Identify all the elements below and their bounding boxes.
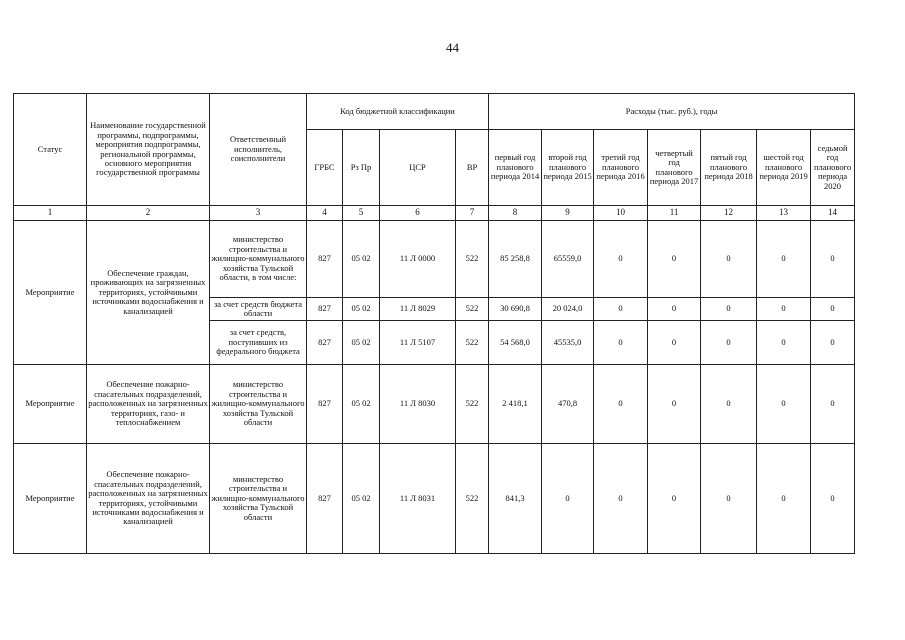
cell-rzpr: 05 02 — [343, 365, 380, 444]
table-row — [14, 365, 855, 444]
cell-value-2018: 0 — [701, 298, 757, 321]
cell-value-2018: 0 — [701, 221, 757, 298]
cell-vr: 522 — [456, 298, 489, 321]
header-vr: ВР — [456, 130, 489, 206]
column-number: 10 — [594, 206, 648, 221]
header-rzpr: Рз Пр — [343, 130, 380, 206]
table-row — [14, 221, 855, 298]
column-number: 3 — [210, 206, 307, 221]
cell-grbs: 827 — [307, 298, 343, 321]
cell-rzpr: 05 02 — [343, 444, 380, 554]
cell-grbs: 827 — [307, 444, 343, 554]
cell-vr: 522 — [456, 444, 489, 554]
column-number-row — [14, 206, 855, 221]
column-number: 13 — [757, 206, 811, 221]
cell-value-2020: 0 — [811, 221, 855, 298]
cell-csr: 11 Л 8031 — [380, 444, 456, 554]
header-grbs: ГРБС — [307, 130, 343, 206]
cell-grbs: 827 — [307, 365, 343, 444]
cell-value-2019: 0 — [757, 444, 811, 554]
cell-value-2018: 0 — [701, 444, 757, 554]
cell-rzpr: 05 02 — [343, 298, 380, 321]
cell-value-2019: 0 — [757, 365, 811, 444]
page-number: 44 — [446, 40, 459, 55]
cell-vr: 522 — [456, 365, 489, 444]
cell-rzpr: 05 02 — [343, 321, 380, 365]
cell-vr: 522 — [456, 221, 489, 298]
cell-value-2015: 0 — [542, 444, 594, 554]
cell-value-2015: 20 024,0 — [542, 298, 594, 321]
cell-value-2014: 54 568,0 — [489, 321, 542, 365]
header-year-2018: пятый год планового периода 2018 — [701, 130, 757, 206]
row-name: Обеспечение пожарно-спасательных подразделений, расположенных на загрязненных территориях, газо- и теплоснабжением — [87, 365, 210, 444]
cell-value-2014: 841,3 — [489, 444, 542, 554]
header-expenses: Расходы (тыс. руб.), годы — [489, 94, 855, 130]
cell-value-2015: 45535,0 — [542, 321, 594, 365]
cell-value-2015: 65559,0 — [542, 221, 594, 298]
cell-value-2016: 0 — [594, 298, 648, 321]
column-number: 11 — [648, 206, 701, 221]
cell-value-2017: 0 — [648, 321, 701, 365]
cell-vr: 522 — [456, 321, 489, 365]
cell-value-2017: 0 — [648, 221, 701, 298]
cell-value-2018: 0 — [701, 365, 757, 444]
cell-value-2016: 0 — [594, 321, 648, 365]
cell-value-2015: 470,8 — [542, 365, 594, 444]
table-row — [14, 444, 855, 554]
header-year-2016: третий год планового периода 2016 — [594, 130, 648, 206]
cell-csr: 11 Л 5107 — [380, 321, 456, 365]
cell-value-2014: 30 690,8 — [489, 298, 542, 321]
header-year-2019: шестой год планового периода 2019 — [757, 130, 811, 206]
cell-value-2019: 0 — [757, 221, 811, 298]
cell-csr: 11 Л 8029 — [380, 298, 456, 321]
cell-value-2017: 0 — [648, 298, 701, 321]
cell-grbs: 827 — [307, 221, 343, 298]
header-year-2020: седьмой год планового периода 2020 — [811, 130, 855, 206]
header-year-2014: первый год планового периода 2014 — [489, 130, 542, 206]
cell-value-2018: 0 — [701, 321, 757, 365]
row-executor: за счет средств бюджета области — [210, 298, 307, 321]
row-name: Обеспечение пожарно-спасательных подразделений, расположенных на загрязненных территориях, устойчивыми источниками водоснабжения и канализацией — [87, 444, 210, 554]
column-number: 7 — [456, 206, 489, 221]
column-number: 9 — [542, 206, 594, 221]
column-number: 12 — [701, 206, 757, 221]
row-status: Мероприятие — [14, 221, 87, 365]
column-number: 14 — [811, 206, 855, 221]
header-year-2017: четвертый год планового периода 2017 — [648, 130, 701, 206]
cell-value-2019: 0 — [757, 298, 811, 321]
column-number: 2 — [87, 206, 210, 221]
cell-value-2016: 0 — [594, 221, 648, 298]
cell-grbs: 827 — [307, 321, 343, 365]
cell-value-2014: 85 258,8 — [489, 221, 542, 298]
row-executor: министерство строительства и жилищно-коммунального хозяйства Тульской области — [210, 444, 307, 554]
row-executor: министерство строительства и жилищно-коммунального хозяйства Тульской области — [210, 365, 307, 444]
cell-csr: 11 Л 8030 — [380, 365, 456, 444]
budget-table — [13, 93, 855, 554]
column-number: 8 — [489, 206, 542, 221]
header-budget-classification: Код бюджетной классификации — [307, 94, 489, 130]
header-status: Статус — [14, 94, 87, 206]
cell-value-2014: 2 418,1 — [489, 365, 542, 444]
row-executor: за счет средств, поступивших из федерального бюджета — [210, 321, 307, 365]
row-status: Мероприятие — [14, 444, 87, 554]
cell-rzpr: 05 02 — [343, 221, 380, 298]
cell-csr: 11 Л 0000 — [380, 221, 456, 298]
column-number: 5 — [343, 206, 380, 221]
header-year-2015: второй год планового периода 2015 — [542, 130, 594, 206]
cell-value-2020: 0 — [811, 444, 855, 554]
header-csr: ЦСР — [380, 130, 456, 206]
row-name: Обеспечение граждан, проживающих на загрязненных территориях, устойчивыми источниками водоснабжения и канализацией — [87, 221, 210, 365]
header-executor: Ответственный исполнитель, соисполнители — [210, 94, 307, 206]
cell-value-2020: 0 — [811, 321, 855, 365]
cell-value-2017: 0 — [648, 365, 701, 444]
cell-value-2017: 0 — [648, 444, 701, 554]
column-number: 6 — [380, 206, 456, 221]
cell-value-2020: 0 — [811, 365, 855, 444]
cell-value-2016: 0 — [594, 444, 648, 554]
cell-value-2019: 0 — [757, 321, 811, 365]
cell-value-2016: 0 — [594, 365, 648, 444]
column-number: 1 — [14, 206, 87, 221]
header-name: Наименование государственной программы, подпрограммы, мероприятия подпрограммы, региональной программы, основного мероприятия государственной программы — [87, 94, 210, 206]
column-number: 4 — [307, 206, 343, 221]
row-executor: министерство строительства и жилищно-коммунального хозяйства Тульской области, в том числе: — [210, 221, 307, 298]
cell-value-2020: 0 — [811, 298, 855, 321]
row-status: Мероприятие — [14, 365, 87, 444]
